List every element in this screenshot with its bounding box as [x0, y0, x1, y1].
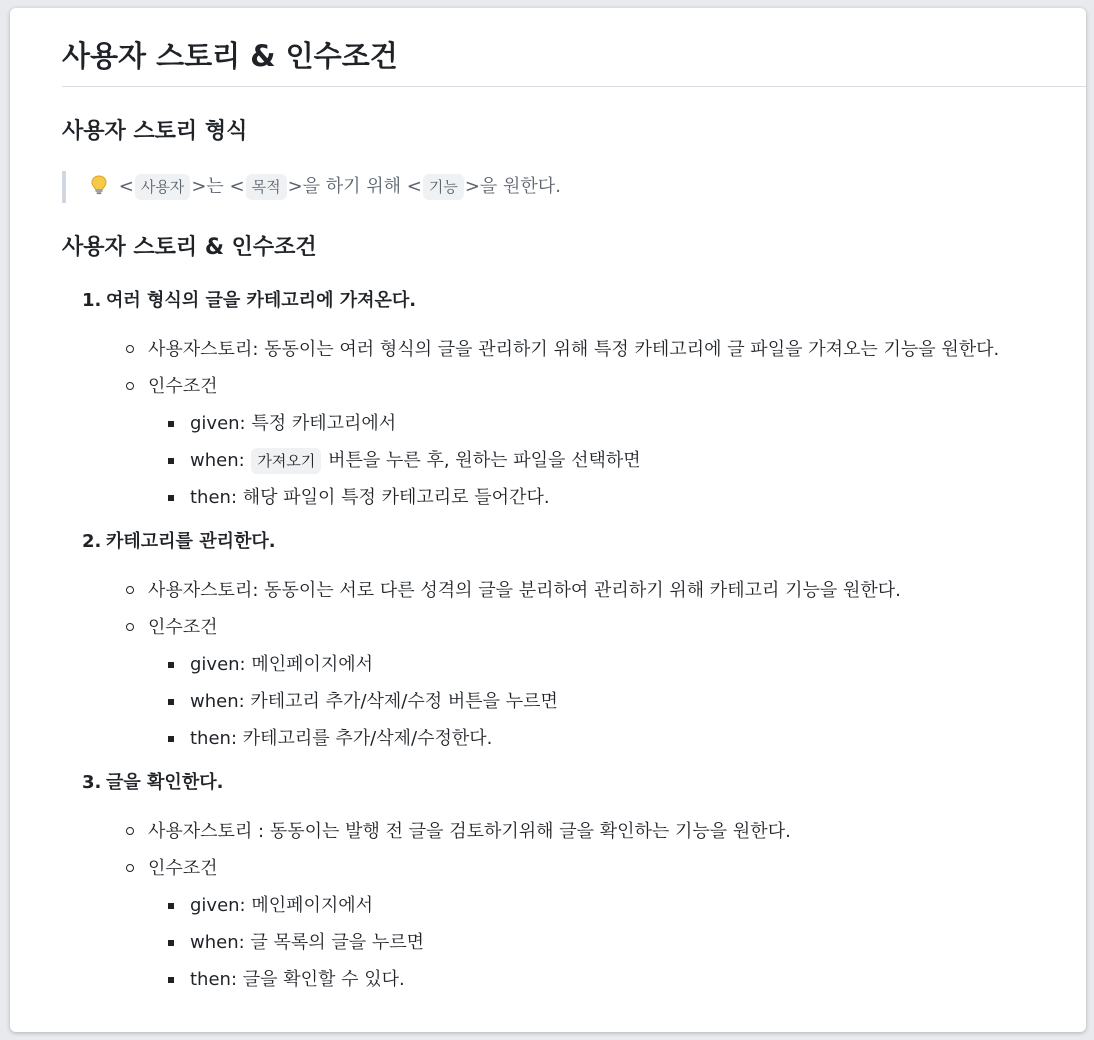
format-heading: 사용자 스토리 형식	[62, 119, 248, 144]
story-title: 3. 글을 확인한다.	[82, 772, 224, 793]
lightbulb-icon	[91, 171, 113, 203]
criteria-then: then: 해당 파일이 특정 카테고리로 들어간다.	[148, 479, 1086, 516]
criteria-then: then: 카테고리를 추가/삭제/수정한다.	[148, 720, 1086, 757]
story-details	[62, 572, 1086, 757]
user-story-text: 사용자스토리: 동동이는 여러 형식의 글을 관리하기 위해 특정 카테고리에 글 파일을 가져오는 기능을 원한다.	[62, 331, 1086, 368]
criteria-list	[148, 646, 1086, 757]
placeholder-feature: 기능	[423, 174, 464, 200]
placeholder-user: 사용자	[135, 174, 190, 200]
import-button-code: 가져오기	[251, 448, 321, 474]
criteria-list	[148, 887, 1086, 998]
note-text-3: >을 하기 위해 <	[287, 176, 422, 197]
acceptance-criteria	[62, 609, 1086, 757]
criteria-given: given: 메인페이지에서	[148, 887, 1086, 924]
criteria-then: then: 글을 확인할 수 있다.	[148, 961, 1086, 998]
criteria-label: 인수조건	[148, 617, 218, 638]
criteria-list	[148, 405, 1086, 516]
story-details	[62, 813, 1086, 998]
user-story-text: 사용자스토리 : 동동이는 발행 전 글을 검토하기위해 글을 확인하는 기능을 원한다.	[62, 813, 1086, 850]
document-body	[62, 8, 1086, 998]
note-text-2: >는 <	[191, 176, 245, 197]
stories-heading: 사용자 스토리 & 인수조건	[62, 235, 317, 260]
story-title: 1. 여러 형식의 글을 카테고리에 가져온다.	[82, 290, 417, 311]
criteria-given: given: 특정 카테고리에서	[148, 405, 1086, 442]
story-item	[62, 524, 1086, 757]
criteria-when: when: 가져오기 버튼을 누른 후, 원하는 파일을 선택하면	[148, 442, 1086, 479]
story-item	[62, 765, 1086, 998]
criteria-when: when: 글 목록의 글을 누르면	[148, 924, 1086, 961]
format-callout	[62, 171, 1086, 203]
criteria-when: when: 카테고리 추가/삭제/수정 버튼을 누르면	[148, 683, 1086, 720]
criteria-label: 인수조건	[148, 858, 218, 879]
document-card	[10, 8, 1086, 1032]
note-text-4: >을 원한다.	[464, 176, 561, 197]
criteria-label: 인수조건	[148, 376, 218, 397]
placeholder-purpose: 목적	[246, 174, 287, 200]
story-details	[62, 331, 1086, 516]
note-text-1: <	[118, 176, 134, 197]
acceptance-criteria	[62, 368, 1086, 516]
user-story-text: 사용자스토리: 동동이는 서로 다른 성격의 글을 분리하여 관리하기 위해 카테고리 기능을 원한다.	[62, 572, 1086, 609]
story-item	[62, 283, 1086, 516]
story-title: 2. 카테고리를 관리한다.	[82, 531, 276, 552]
story-list	[62, 283, 1086, 998]
page-title: 사용자 스토리 & 인수조건	[62, 8, 1086, 87]
criteria-given: given: 메인페이지에서	[148, 646, 1086, 683]
acceptance-criteria	[62, 850, 1086, 998]
